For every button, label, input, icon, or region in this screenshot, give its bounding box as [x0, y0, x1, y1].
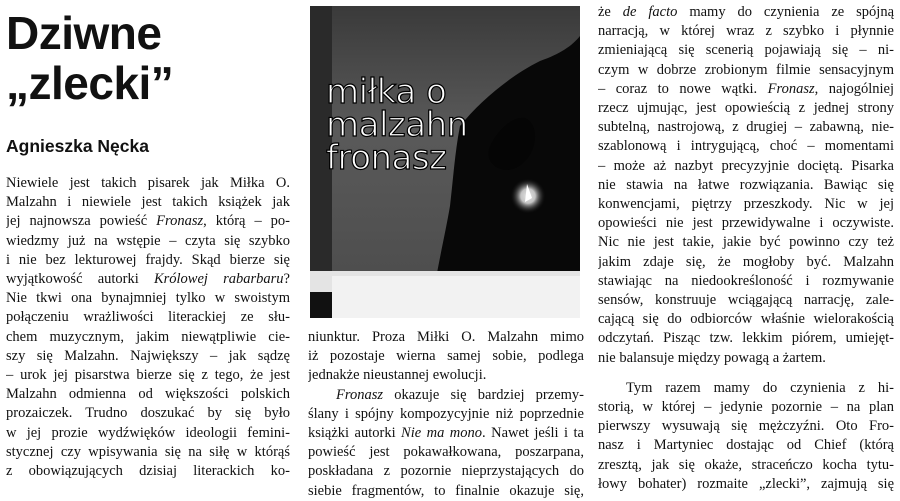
text-line: Malzahn odmienna od większości polskich	[6, 386, 290, 403]
text-line: rzecz ujmując, jest opowieścią z jednej strony	[598, 100, 894, 117]
column-3	[598, 0, 894, 494]
text-line: siebie fragmentów, to finalnie okazuje się,	[308, 482, 584, 499]
text-line: – urok jej pisarstwa bierze się z tego, że jest	[6, 367, 290, 384]
text-line: nie balansuje między powagą a żartem.	[598, 349, 826, 366]
text-line: chem muzycznym, jakim niewątpliwie cie-	[6, 328, 290, 345]
text-line: czym w dobrze zrobionym filmie sensacyjnym	[598, 61, 894, 78]
text-line: konwencjami, piętrzy przeszkody. Nic w jej	[598, 196, 894, 213]
column-3-text-paragraph-2	[598, 379, 894, 494]
text-line: opowieści nie jest przewidywalne i oczywiste.	[598, 215, 894, 232]
text-line: stycznej czy wpisywania się na siłę w którąś	[6, 443, 290, 460]
column-3-text-paragraph-1	[598, 3, 894, 368]
text-line: stawiając na niedookreśloność i rozmywanie	[598, 272, 894, 289]
text-line: powieść jest pokawałkowana, poszarpana,	[308, 444, 584, 461]
text-line: jej najnowsza powieść Fronasz, którą – po-	[6, 213, 290, 230]
text-line: jakim zdaje się, że mogłoby być. Malzahn	[598, 253, 894, 270]
text-line: ślany i spójny kompozycyjnie niż poprzednie	[308, 405, 584, 422]
text-line: połączeniu wrażliwości literackiej ze słu-	[6, 309, 290, 326]
text-line: sensów, konstruuje wciągającą narrację, zale-	[598, 292, 894, 309]
text-line: iż pozostaje wierna samej sobie, podlega	[308, 348, 584, 365]
text-line: i nie bez lekturowej frajdy. Skąd bierze się	[6, 251, 290, 268]
text-line: cającą się do odbiorców właśnie wielorakością	[598, 311, 894, 328]
column-1-text	[6, 174, 290, 481]
text-line: odczytań. Pisząc tzw. lekkim piórem, umiejęt-	[598, 330, 894, 347]
cover-title-line-2: malzahn	[326, 105, 468, 145]
text-line: nie stawia na łatwe rozwiązania. Bawiąc się	[598, 176, 894, 193]
text-line: – coraz to nowe wątki. Fronasz, najogólniej	[598, 80, 894, 97]
text-line: subtelną, nastrojową, z drugiej – zabawną, nie-	[598, 119, 894, 136]
text-line: niunktur. Proza Miłki O. Malzahn mimo	[308, 329, 584, 345]
text-line: wiedzmy już na wstępie – czyta się szybko	[6, 232, 290, 249]
text-line: narracją, w której wraz z szybko i płynnie	[598, 23, 894, 40]
text-line: – może aż nazbyt precyzyjnie dociętą. Pisarka	[598, 157, 894, 174]
text-line: zmieniającą się scenerią pojawiają się – ni-	[598, 42, 894, 59]
text-line: pierwszy wysuwają się mężczyźni. Oto Fro-	[598, 418, 894, 435]
column-2-text-paragraph-2	[308, 386, 584, 501]
text-line: z obowiązujących dzisiaj literackich ko-	[6, 463, 290, 480]
column-1	[6, 0, 290, 481]
title-line-1: Dziwne	[6, 7, 162, 59]
text-line: Tym razem mamy do czynienia z hi-	[626, 379, 894, 396]
column-2	[308, 0, 584, 501]
text-line: Fronasz okazuje się bardziej przemy-	[336, 386, 584, 403]
text-line: łowy bohater) rozmaite „zlecki”, zajmują się	[598, 475, 894, 492]
text-line: że de facto mamy do czynienia ze spójną	[598, 4, 894, 20]
cover-title-line-3: fronasz	[326, 138, 447, 178]
text-line: w jej prozie wydźwięków ideologii femini-	[6, 424, 290, 441]
text-line: zresztą, jak się okaże, straceńczo kocha tytu-	[598, 456, 894, 473]
text-line: Niewiele jest takich pisarek jak Miłka O.	[6, 175, 290, 191]
book-cover	[310, 6, 580, 318]
text-line: nasz i Martyniec dostając od Chief (którą	[598, 437, 894, 454]
text-line: poskładana z pozornie nieprzystających do	[308, 463, 584, 480]
text-line: jednakże nieustannej ewolucji.	[308, 367, 487, 384]
text-line: wyjątkowość autorki Królowej rabarbaru?	[6, 271, 290, 288]
text-line: szablonową i intrygującą, choć – momentami	[598, 138, 894, 155]
title-line-2: „zlecki”	[6, 57, 174, 109]
text-line: Malzahn i niewiele jest takich książek jak	[6, 194, 290, 211]
text-line: Nic nie jest takie, jakie być powinno czy też	[598, 234, 894, 251]
text-line: książki autorki Nie ma mono. Nawet jeśli i ta	[308, 425, 584, 442]
text-line: storią, w której – jedynie pozornie – na plan	[598, 399, 894, 416]
cover-title-line-1: miłka o	[326, 72, 447, 112]
text-line: szy się Malzahn. Największy – jak sądzę	[6, 347, 290, 364]
article-author: Agnieszka Nęcka	[6, 136, 149, 156]
text-line: Nie tkwi ona bynajmniej tylko w swoistym	[6, 290, 290, 307]
column-2-text-paragraph-1	[308, 328, 584, 386]
article-title	[6, 8, 290, 108]
text-line: prozaiczek. Trudno doszukać by się było	[6, 405, 290, 422]
